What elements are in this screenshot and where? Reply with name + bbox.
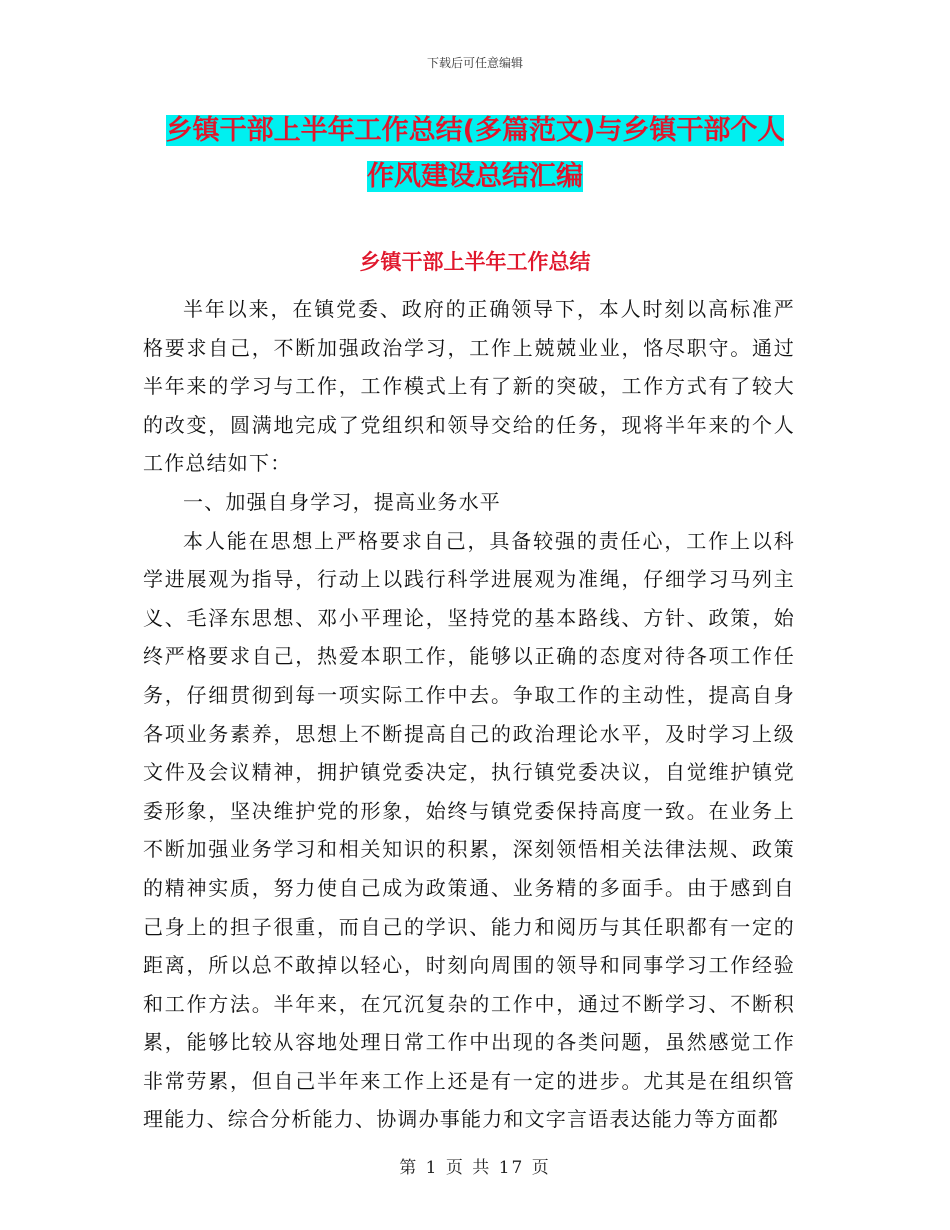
paragraph-body-1: 本人能在思想上严格要求自己，具备较强的责任心，工作上以科学进展观为指导，行动上以践行科学进展观为准绳，仔细学习马列主义、毛泽东思想、邓小平理论，坚持党的基本路线、方针、政策，始终严格要求自己，热爱本职工作，能够以正确的态度对待各项工作任务，仔细贯彻到每一项实际工作中去。争取工作的主动性，提高自身各项业务素养，思想上不断提高自己的政治理论水平，及时学习上级文件及会议精神，拥护镇党委决定，执行镇党委决议，自觉维护镇党委形象，坚决维护党的形象，始终与镇党委保持高度一致。在业务上不断加强业务学习和相关知识的积累，深刻领悟相关法律法规、政策的精神实质，努力使自己成为政策通、业务精的多面手。由于感到自己身上的担子很重，而自己的学识、能力和阅历与其任职都有一定的距离，所以总不敢掉以轻心，时刻向周围的领导和同事学习工作经验和工作方法。半年来，在冗沉复杂的工作中，通过不断学习、不断积累，能够比较从容地处理日常工作中出现的各类问题，虽然感觉工作非常劳累，但自己半年来工作上还是有一定的进步。尤其是在组织管理能力、综合分析能力、协调办事能力和文字言语表达能力等方面都	[143, 528, 795, 1132]
body-text	[143, 290, 795, 1139]
document-title-line-2: 作风建设总结汇编	[367, 161, 583, 192]
document-title-line-1: 乡镇干部上半年工作总结(多篇范文)与乡镇干部个人	[165, 115, 785, 146]
header-note: 下载后可任意编辑	[426, 56, 523, 70]
section-title: 乡镇干部上半年工作总结	[359, 250, 591, 274]
document-title	[150, 108, 800, 200]
page-number: 第 1 页 共 17 页	[399, 1158, 551, 1178]
paragraph-heading-1: 一、加强自身学习，提高业务水平	[183, 489, 501, 514]
paragraph-intro: 半年以来，在镇党委、政府的正确领导下，本人时刻以高标准严格要求自己，不断加强政治学习，工作上兢兢业业，恪尽职守。通过半年来的学习与工作，工作模式上有了新的突破，工作方式有了较大的改变，圆满地完成了党组织和领导交给的任务，现将半年来的个人工作总结如下：	[143, 297, 795, 476]
